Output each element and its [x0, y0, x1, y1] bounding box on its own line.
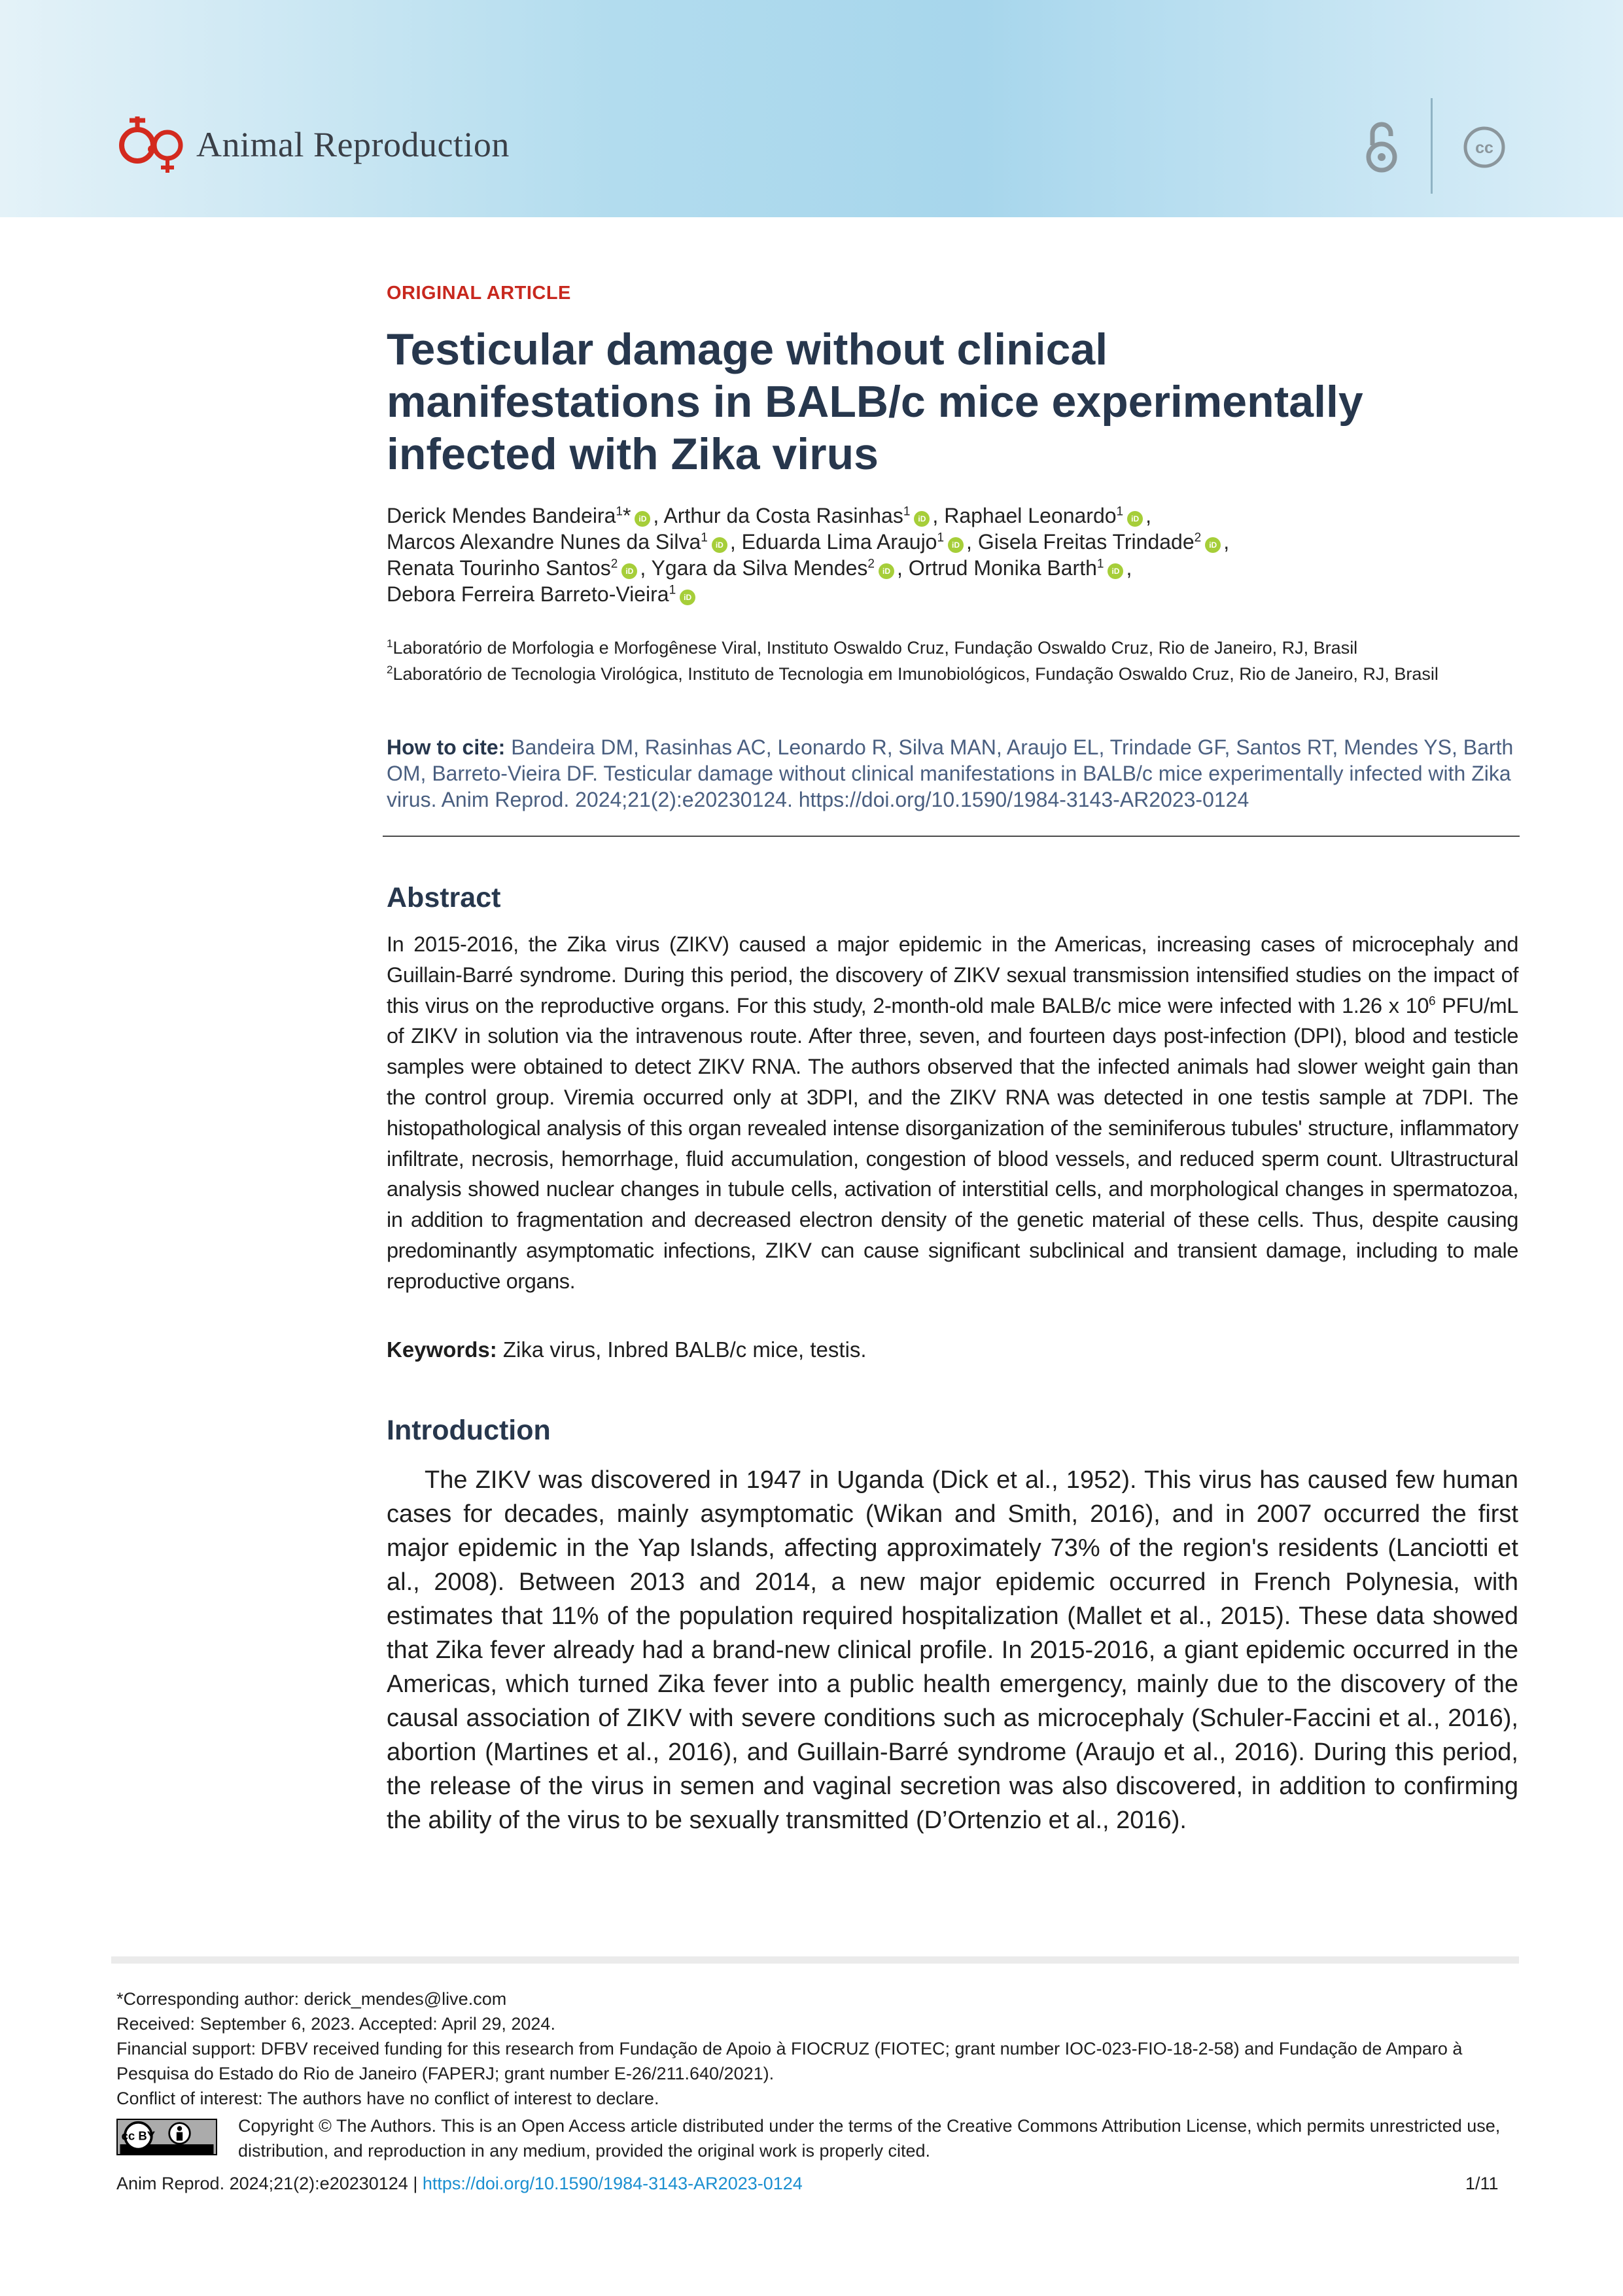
svg-text:cc: cc — [1475, 139, 1493, 157]
creative-commons-icon — [1463, 126, 1506, 169]
doi-link[interactable]: https://doi.org/10.1590/1984-3143-AR2023-0124 — [422, 2174, 803, 2193]
orcid-icon[interactable]: iD — [1127, 511, 1143, 527]
article-title — [387, 323, 1518, 480]
abstract-text: In 2015-2016, the Zika virus (ZIKV) caused a major epidemic in the Americas, increasing cases of microcephaly and Guillain-Barré syndrome. During this period, the discovery of ZIKV sexual transmission intensified studies on the impact of this virus on the reproductive organs. For this study, 2-month-old male BALB/c mice were infected with 1.26 x $10^6$ PFU/mL of ZIKV in solution via the intravenous route. After three, seven, and fourteen days post-infection (DPI), blood and testicle samples were obtained to detect ZIKV RNA. The authors observed that the infected animals had slower weight gain than the control group. Viremia occurred only at 3DPI, and the ZIKV RNA was detected in one testis sample at 7DPI. The histopathological analysis of this organ revealed intense disorganization of the seminiferous tubules' structure, inflammatory infiltrate, necrosis, hemorrhage, fluid accumulation, congestion of blood vessels, and reduced sperm count. Ultrastructural analysis showed nuclear changes in tubule cells, activation of interstitial cells, and morphological changes in spermatozoa, in addition to fragmentation and decreased electron density of the genetic material of these cells. Thus, despite causing predominantly asymptomatic infections, ZIKV can cause significant subclinical and transient damage, including to male reproductive organs. — [387, 932, 1518, 1293]
author-name: Arthur da Costa Rasinhas — [663, 504, 903, 527]
title-line: Testicular damage without clinical — [387, 325, 1108, 374]
author-name: Raphael Leonardo — [944, 504, 1117, 527]
orcid-icon[interactable]: iD — [635, 511, 650, 527]
orcid-icon[interactable]: iD — [879, 563, 894, 579]
orcid-icon[interactable]: iD — [1108, 563, 1123, 579]
how-to-cite-label: How to cite: — [387, 735, 506, 759]
author-name: Gisela Freitas Trindade — [977, 530, 1195, 554]
author-name: Marcos Alexandre Nunes da Silva — [387, 530, 701, 554]
author-name: Ygara da Silva Mendes — [651, 556, 868, 580]
author-name: Debora Ferreira Barreto-Vieira — [387, 582, 669, 606]
author-name: Ortrud Monika Barth — [908, 556, 1097, 580]
author-name: Derick Mendes Bandeira — [387, 504, 616, 527]
how-to-cite-text[interactable]: Bandeira DM, Rasinhas AC, Leonardo R, Silva MAN, Araujo EL, Trindade GF, Santos RT, Mendes YS, Barth OM, Barreto-Vieira DF. Testicular damage without clinical manifestations in BALB/c mice experimentally infected with Zika virus. Anim Reprod. 2024;21(2):e20230124. https://doi.org/10.1590/1984-3143-AR2023-0124 — [387, 735, 1514, 811]
corresponding-author: *Corresponding author: derick_mendes@live.com — [116, 1989, 507, 2009]
copyright-notice: Copyright © The Authors. This is an Open Access article distributed under the terms of the Creative Commons Attribution License, which permits unrestricted use, distribution, and reproduction in any medium, provided the original work is properly cited. — [238, 2116, 1501, 2161]
affiliations — [387, 635, 1518, 687]
footnotes — [116, 1987, 1516, 2111]
footer-divider — [111, 1956, 1519, 1964]
keywords-text: Zika virus, Inbred BALB/c mice, testis. — [502, 1337, 867, 1362]
orcid-icon[interactable]: iD — [948, 537, 964, 553]
keywords — [387, 1337, 1518, 1362]
section-divider — [383, 836, 1520, 837]
orcid-icon[interactable]: iD — [680, 590, 695, 605]
orcid-icon[interactable]: iD — [914, 511, 930, 527]
header-divider — [1431, 98, 1433, 194]
conflict-of-interest: Conflict of interest: The authors have no conflict of interest to declare. — [116, 2089, 659, 2108]
author-name: Renata Tourinho Santos — [387, 556, 611, 580]
open-access-icon — [1363, 119, 1400, 174]
title-line: manifestations in BALB/c mice experimentally — [387, 377, 1363, 427]
keywords-label: Keywords: — [387, 1337, 497, 1362]
journal-header — [0, 0, 1623, 217]
cc-by-text: cc BY — [121, 2128, 156, 2143]
affiliation: $^2$Laboratório de Tecnologia Virológica, Instituto de Tecnologia em Imunobiológicos, Fundação Oswaldo Cruz, Rio de Janeiro, RJ, Brasil — [387, 663, 1439, 684]
journal-name[interactable]: Animal Reproduction — [196, 125, 510, 164]
introduction-paragraph: The ZIKV was discovered in 1947 in Uganda (Dick et al., 1952). This virus has caused few human cases for decades, mainly asymptomatic (Wikan and Smith, 2016), and in 2007 occurred the first major epidemic in the Yap Islands, affecting approximately 73% of the region's residents (Lanciotti et al., 2008). Between 2013 and 2014, a new major epidemic occurred in French Polynesia, with estimates that 11% of the population required hospitalization (Mallet et al., 2015). These data showed that Zika fever already had a brand-new clinical profile. In 2015-2016, a giant epidemic occurred in the Americas, which turned Zika fever into a public health emergency, mainly due to the discovery of the causal association of ZIKV with severe conditions such as microcephaly (Schuler-Faccini et al., 2016), abortion (Martines et al., 2016), and Guillain-Barré syndrome (Araujo et al., 2016). During this period, the release of the virus in semen and vaginal secretion was also discovered, in addition to confirming the ability of the virus to be sexually transmitted (D’Ortenzio et al., 2016). — [387, 1466, 1518, 1834]
footer-citation: Anim Reprod. 2024;21(2):e20230124 | https://doi.org/10.1590/1984-3143-AR2023-0124 — [116, 2174, 803, 2193]
introduction-heading: Introduction — [387, 1415, 551, 1446]
cc-by-license-icon[interactable] — [116, 2119, 217, 2155]
financial-support: Financial support: DFBV received funding for this research from Fundação de Apoio à FIOCRUZ (FIOTEC; grant number IOC-023-FIO-18-2-58) and Fundação de Amparo à Pesquisa do Estado do Rio de Janeiro (FAPERJ; grant number E-26/211.640/2021). — [116, 2039, 1463, 2083]
received-dates: Received: September 6, 2023. Accepted: April 29, 2024. — [116, 2014, 555, 2034]
author-list: Derick Mendes Bandeira$^1$* iD , Arthur da Costa Rasinhas$^1$iD , Raphael Leonardo$^1$iD , Marcos Alexandre Nunes da Silva$^1$iD , Eduarda Lima Araujo$^1$iD , Gisela Freitas Trindade$^2$iD , Renata Tourinho Santos$^2$iD , Ygara da Silva Mendes$^2$iD , Ortrud Monika Barth$^1$iD , Debora Ferreira Barreto-Vieira$^1$iD — [387, 504, 1230, 606]
orcid-icon[interactable]: iD — [1205, 537, 1221, 553]
page-number: 1/11 — [1465, 2174, 1499, 2193]
title-line: infected with Zika virus — [387, 429, 879, 479]
orcid-icon[interactable]: iD — [621, 563, 637, 579]
affiliation: $^1$Laboratório de Morfologia e Morfogênese Viral, Instituto Oswaldo Cruz, Fundação Oswaldo Cruz, Rio de Janeiro, RJ, Brasil — [387, 637, 1358, 658]
author-name: Eduarda Lima Araujo — [741, 530, 937, 554]
article-type: ORIGINAL ARTICLE — [387, 283, 571, 304]
how-to-cite — [387, 734, 1518, 813]
orcid-icon[interactable]: iD — [712, 537, 727, 553]
journal-logo-icon — [115, 111, 194, 177]
abstract-heading: Abstract — [387, 882, 501, 913]
